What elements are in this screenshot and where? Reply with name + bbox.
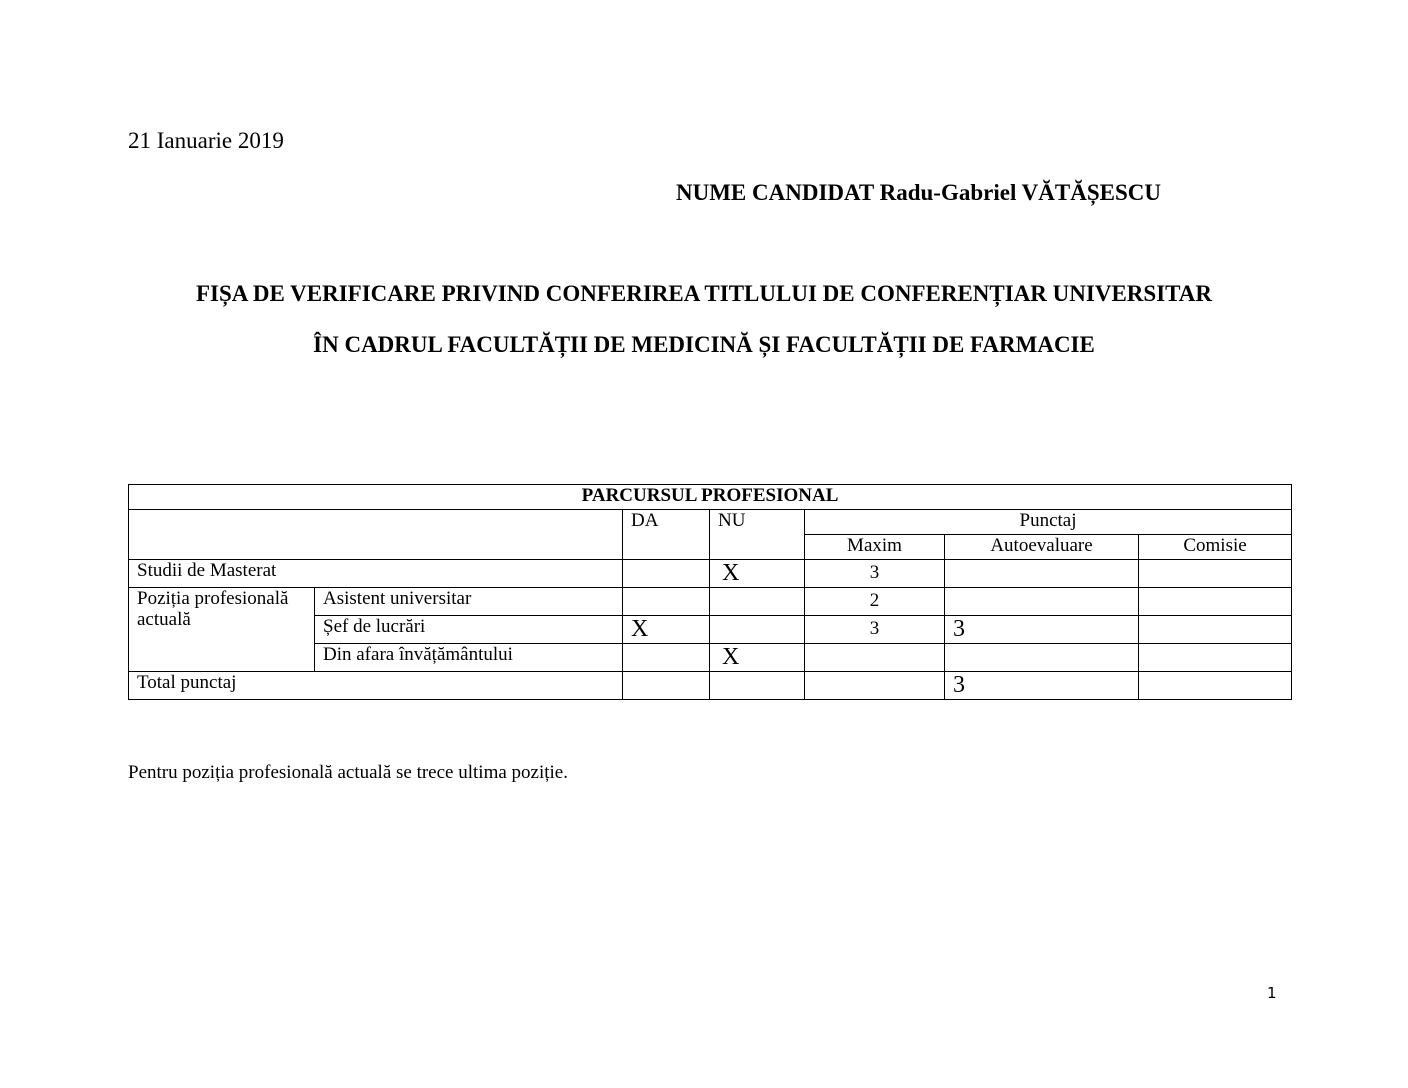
cell-maxim: 3 bbox=[805, 560, 945, 588]
cell-maxim: 3 bbox=[805, 616, 945, 644]
cell-nu bbox=[710, 616, 805, 644]
header-maxim: Maxim bbox=[805, 535, 945, 560]
cell-nu bbox=[710, 672, 805, 700]
document-title-line-2: ÎN CADRUL FACULTĂȚII DE MEDICINĂ ȘI FACULTĂȚII DE FARMACIE bbox=[313, 332, 1095, 357]
cell-da bbox=[623, 560, 710, 588]
row-label-total: Total punctaj bbox=[129, 672, 623, 700]
cell-nu: X bbox=[710, 560, 805, 588]
footnote: Pentru poziția profesională actuală se trece ultima poziție. bbox=[128, 762, 568, 783]
cell-comisie bbox=[1139, 644, 1292, 672]
row-label-masterat: Studii de Masterat bbox=[129, 560, 623, 588]
cell-autoevaluare bbox=[945, 560, 1139, 588]
cell-comisie bbox=[1139, 616, 1292, 644]
cell-autoevaluare bbox=[945, 588, 1139, 616]
cell-nu: X bbox=[710, 644, 805, 672]
header-nu: NU bbox=[710, 510, 805, 560]
header-comisie: Comisie bbox=[1139, 535, 1292, 560]
header-empty-cell bbox=[129, 510, 623, 560]
document-date: 21 Ianuarie 2019 bbox=[128, 128, 284, 153]
row-label-pozitie: Poziția profesională actuală bbox=[129, 588, 315, 672]
header-autoevaluare: Autoevaluare bbox=[945, 535, 1139, 560]
evaluation-table bbox=[128, 484, 1292, 700]
cell-autoevaluare bbox=[945, 644, 1139, 672]
cell-maxim bbox=[805, 672, 945, 700]
table-row bbox=[129, 672, 1292, 700]
table-caption: PARCURSUL PROFESIONAL bbox=[129, 485, 1292, 510]
cell-autoevaluare: 3 bbox=[945, 616, 1139, 644]
cell-maxim bbox=[805, 644, 945, 672]
cell-da bbox=[623, 672, 710, 700]
row-label-sef: Șef de lucrări bbox=[315, 616, 623, 644]
page-number: 1 bbox=[1267, 984, 1277, 1002]
cell-comisie bbox=[1139, 560, 1292, 588]
cell-maxim: 2 bbox=[805, 588, 945, 616]
cell-comisie bbox=[1139, 672, 1292, 700]
cell-da: X bbox=[623, 616, 710, 644]
cell-da bbox=[623, 644, 710, 672]
document-title-line-1: FIȘA DE VERIFICARE PRIVIND CONFERIREA TITLULUI DE CONFERENȚIAR UNIVERSITAR bbox=[195, 281, 1212, 306]
cell-nu bbox=[710, 588, 805, 616]
header-da: DA bbox=[623, 510, 710, 560]
cell-da bbox=[623, 588, 710, 616]
row-label-asistent: Asistent universitar bbox=[315, 588, 623, 616]
cell-comisie bbox=[1139, 588, 1292, 616]
table-row bbox=[129, 560, 1292, 588]
table-row bbox=[129, 588, 1292, 616]
header-punctaj: Punctaj bbox=[805, 510, 1292, 535]
row-label-afara: Din afara învățământului bbox=[315, 644, 623, 672]
candidate-name: NUME CANDIDAT Radu-Gabriel VĂTĂȘESCU bbox=[676, 180, 1161, 205]
cell-autoevaluare: 3 bbox=[945, 672, 1139, 700]
